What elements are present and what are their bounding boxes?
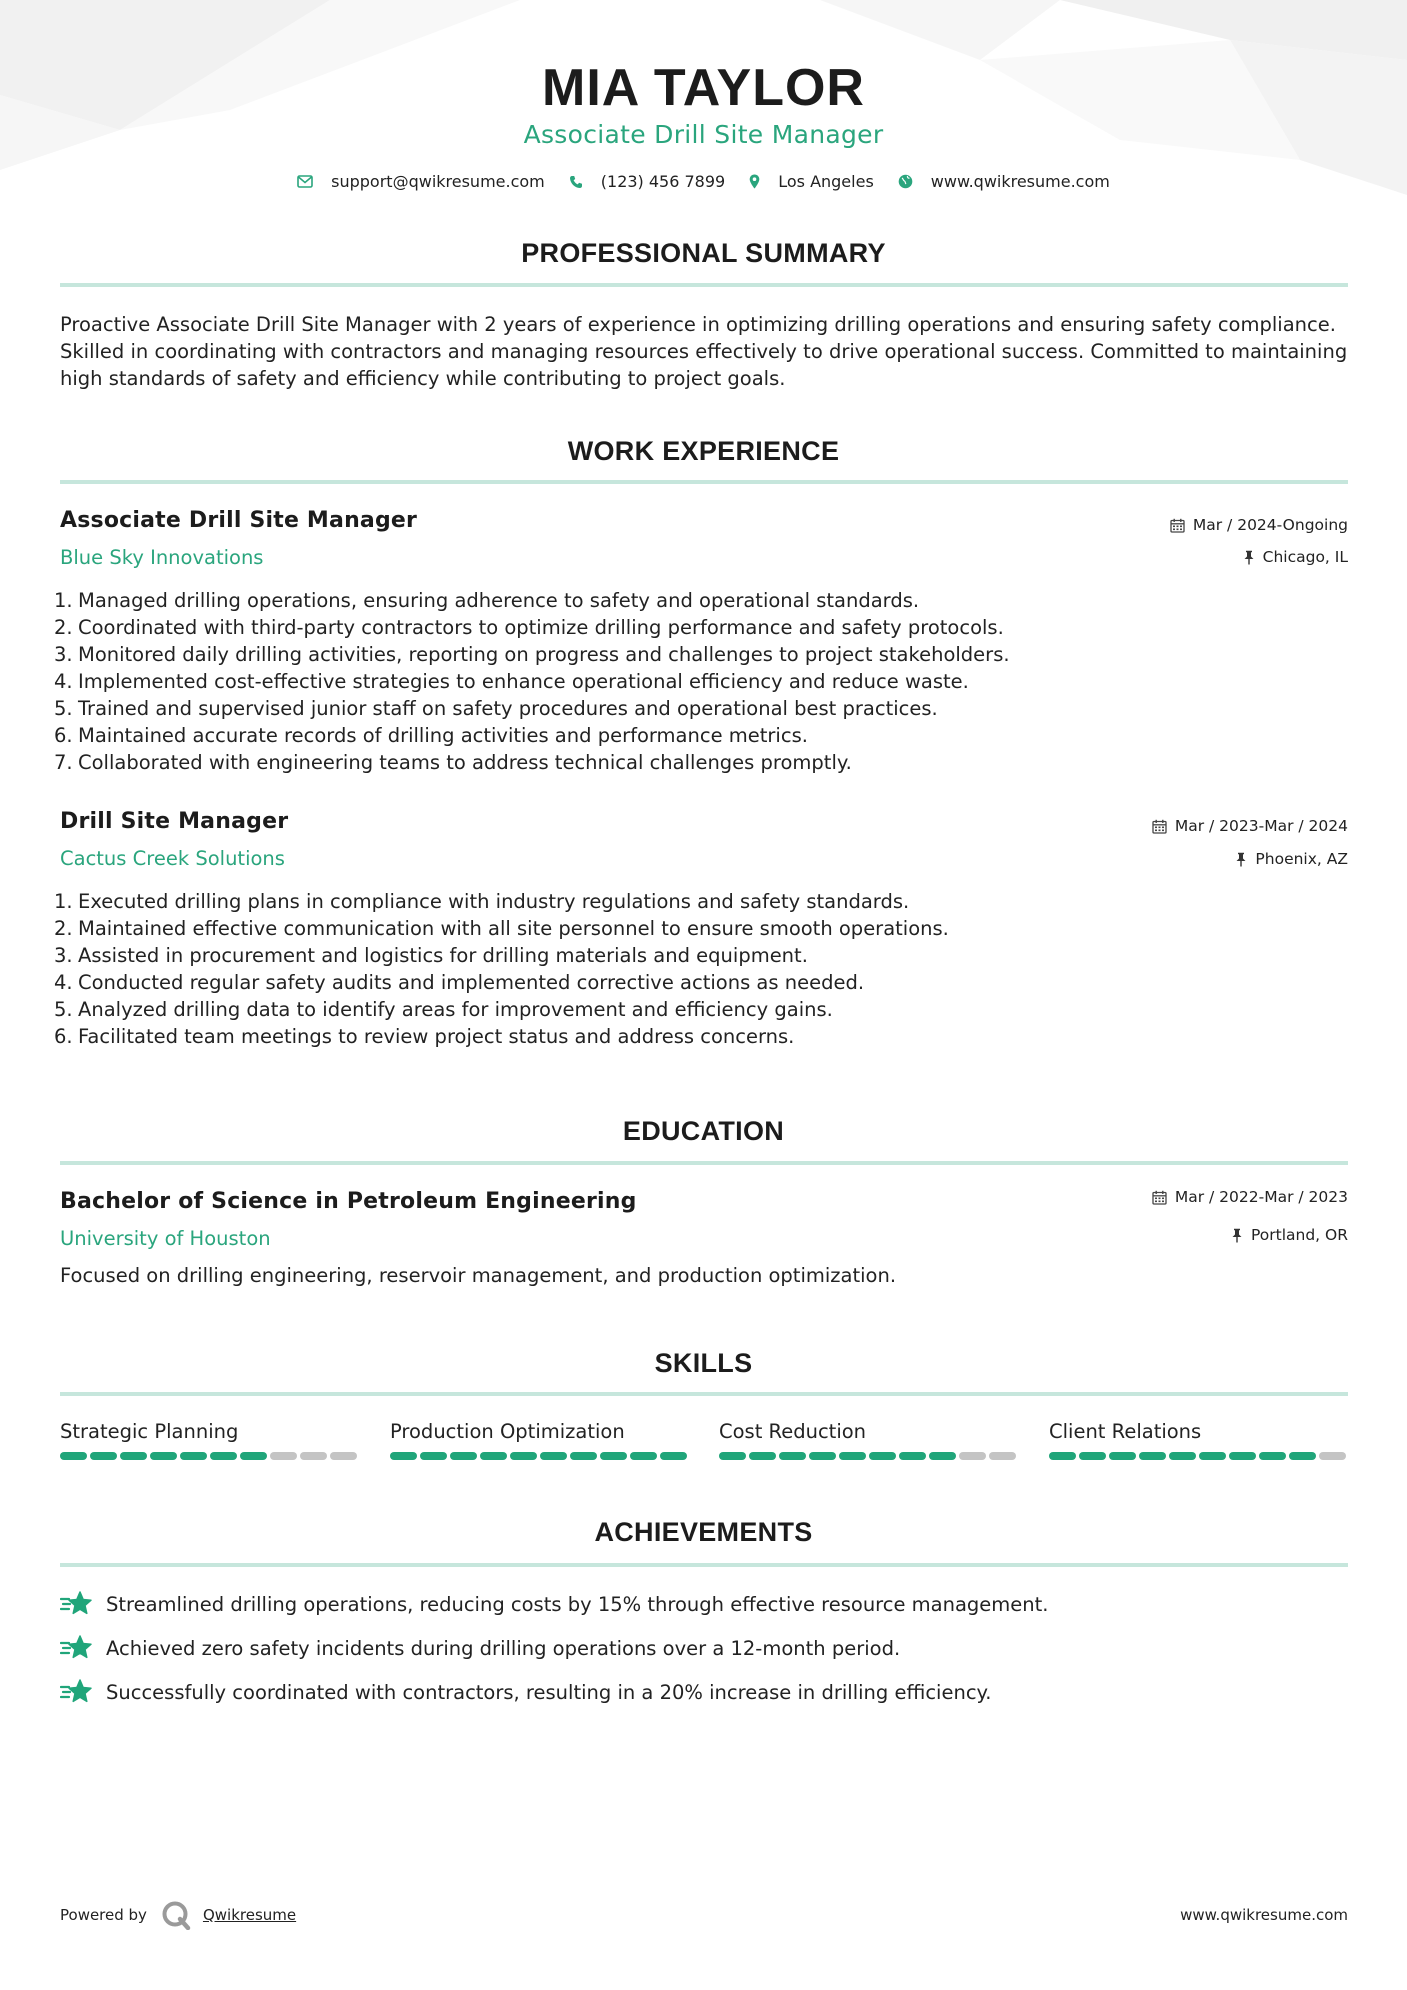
calendar-icon	[1152, 1190, 1167, 1205]
calendar-icon	[1170, 518, 1185, 533]
pushpin-icon	[1231, 1228, 1243, 1243]
education-description: Focused on drilling engineering, reservoir management, and production optimization.	[60, 1264, 897, 1287]
skill-item	[390, 1420, 690, 1460]
calendar-icon	[1152, 819, 1167, 834]
skill-label: Production Optimization	[390, 1420, 625, 1443]
contact-website[interactable]	[898, 172, 1110, 191]
skill-item	[1049, 1420, 1349, 1460]
globe-icon	[898, 174, 913, 189]
skill-level-bar	[1049, 1452, 1349, 1460]
qwikresume-logo-icon	[161, 1900, 191, 1930]
powered-by-label: Powered by	[60, 1906, 147, 1924]
job-dates-text: Mar / 2023-Mar / 2024	[1174, 817, 1348, 835]
powered-by	[60, 1900, 296, 1930]
education-heading: EDUCATION	[622, 1116, 785, 1146]
candidate-name: MIA TAYLOR	[542, 59, 865, 117]
school-name: University of Houston	[60, 1227, 271, 1250]
skill-label: Cost Reduction	[719, 1420, 867, 1443]
skill-segment-filled	[1109, 1452, 1136, 1460]
section-divider	[60, 283, 1348, 287]
job-dates	[1152, 817, 1348, 835]
pushpin-icon	[1235, 852, 1247, 867]
skill-segment-filled	[749, 1452, 776, 1460]
list-item: 4. Implemented cost-effective strategies to enhance operational efficiency and reduce waste.	[54, 670, 969, 693]
skill-segment-filled	[510, 1452, 537, 1460]
summary-text: Proactive Associate Drill Site Manager with 2 years of experience in optimizing drilling operations and ensuring safety compliance. Skilled in coordinating with contractors and managing resources effectively to drive operational success. Committed to maintaining high standards of safety and efficiency while contributing to project goals.	[60, 313, 1348, 390]
skill-segment-empty	[1319, 1452, 1346, 1460]
degree-title: Bachelor of Science in Petroleum Engineering	[60, 1189, 637, 1214]
skill-segment-filled	[1259, 1452, 1286, 1460]
job-dates-text: Mar / 2024-Ongoing	[1192, 516, 1348, 534]
skill-segment-filled	[120, 1452, 147, 1460]
skill-segment-filled	[839, 1452, 866, 1460]
job-bullets	[54, 587, 1344, 776]
skill-segment-empty	[330, 1452, 357, 1460]
section-divider	[60, 1161, 1348, 1165]
summary-heading: PROFESSIONAL SUMMARY	[521, 238, 886, 268]
job-company: Cactus Creek Solutions	[60, 847, 285, 870]
list-item: 3. Monitored daily drilling activities, reporting on progress and challenges to project stakeholders.	[54, 643, 1010, 666]
skill-segment-filled	[600, 1452, 627, 1460]
list-item: 6. Facilitated team meetings to review project status and address concerns.	[54, 1025, 795, 1048]
list-item: 2. Coordinated with third-party contractors to optimize drilling performance and safety protocols.	[54, 616, 1004, 639]
skill-segment-filled	[540, 1452, 567, 1460]
skill-segment-filled	[779, 1452, 806, 1460]
skill-segment-filled	[240, 1452, 267, 1460]
achievement-item	[60, 1679, 992, 1705]
section-divider	[60, 480, 1348, 484]
skill-label: Client Relations	[1049, 1420, 1202, 1443]
skill-segment-filled	[570, 1452, 597, 1460]
achievement-item	[60, 1635, 900, 1661]
contact-bar	[0, 172, 1407, 191]
skills-heading: SKILLS	[654, 1348, 753, 1378]
star-icon	[60, 1591, 92, 1617]
pushpin-icon	[1243, 550, 1255, 565]
location-text: Los Angeles	[778, 172, 874, 191]
section-divider	[60, 1563, 1348, 1567]
skill-segment-filled	[150, 1452, 177, 1460]
list-item: 2. Maintained effective communication with all site personnel to ensure smooth operations.	[54, 917, 949, 940]
skill-segment-empty	[270, 1452, 297, 1460]
skill-segment-filled	[899, 1452, 926, 1460]
list-item: 3. Assisted in procurement and logistics for drilling materials and equipment.	[54, 944, 808, 967]
star-icon	[60, 1679, 92, 1705]
list-item: 5. Trained and supervised junior staff on safety procedures and operational best practices.	[54, 697, 938, 720]
skill-segment-filled	[60, 1452, 87, 1460]
phone-text: (123) 456 7899	[600, 172, 726, 191]
skill-label: Strategic Planning	[60, 1420, 239, 1443]
list-item: 1. Managed drilling operations, ensuring adherence to safety and operational standards.	[54, 589, 920, 612]
skill-segment-filled	[420, 1452, 447, 1460]
skill-segment-filled	[1169, 1452, 1196, 1460]
skill-segment-filled	[90, 1452, 117, 1460]
job-location	[1243, 548, 1348, 566]
candidate-role: Associate Drill Site Manager	[523, 120, 884, 149]
star-icon	[60, 1635, 92, 1661]
job-dates	[1170, 516, 1348, 534]
education-location	[1231, 1226, 1348, 1244]
skill-segment-filled	[630, 1452, 657, 1460]
list-item: 7. Collaborated with engineering teams to address technical challenges promptly.	[54, 751, 852, 774]
skill-item	[719, 1420, 1019, 1460]
skill-segment-filled	[450, 1452, 477, 1460]
job-bullets	[54, 888, 1344, 1050]
education-location-text: Portland, OR	[1250, 1226, 1348, 1244]
job-title: Drill Site Manager	[60, 809, 289, 834]
skill-segment-filled	[1049, 1452, 1076, 1460]
achievements-heading: ACHIEVEMENTS	[594, 1517, 813, 1547]
contact-email[interactable]	[297, 172, 545, 191]
achievement-text: Streamlined drilling operations, reducing costs by 15% through effective resource management.	[106, 1592, 1049, 1616]
skill-segment-filled	[210, 1452, 237, 1460]
skill-segment-empty	[989, 1452, 1016, 1460]
skill-segment-filled	[1289, 1452, 1316, 1460]
skill-segment-empty	[300, 1452, 327, 1460]
skill-segment-filled	[1139, 1452, 1166, 1460]
skill-segment-empty	[959, 1452, 986, 1460]
skill-segment-filled	[660, 1452, 687, 1460]
skill-segment-filled	[809, 1452, 836, 1460]
skill-segment-filled	[1229, 1452, 1256, 1460]
education-dates-text: Mar / 2022-Mar / 2023	[1174, 1188, 1348, 1206]
skill-segment-filled	[1079, 1452, 1106, 1460]
phone-icon	[569, 175, 583, 189]
qwikresume-link[interactable]: Qwikresume	[202, 1906, 297, 1924]
education-dates	[1152, 1188, 1348, 1206]
website-text: www.qwikresume.com	[930, 172, 1110, 191]
contact-phone[interactable]	[569, 172, 725, 191]
experience-heading: WORK EXPERIENCE	[567, 436, 840, 466]
skill-item	[60, 1420, 360, 1460]
list-item: 5. Analyzed drilling data to identify areas for improvement and efficiency gains.	[54, 998, 833, 1021]
skill-segment-filled	[480, 1452, 507, 1460]
list-item: 4. Conducted regular safety audits and implemented corrective actions as needed.	[54, 971, 865, 994]
job-location	[1235, 850, 1348, 868]
job-location-text: Phoenix, AZ	[1255, 850, 1348, 868]
job-location-text: Chicago, IL	[1262, 548, 1348, 566]
skill-segment-filled	[390, 1452, 417, 1460]
skill-level-bar	[60, 1452, 360, 1460]
achievement-text: Successfully coordinated with contractors, resulting in a 20% increase in drilling efficiency.	[106, 1680, 992, 1704]
footer-website[interactable]: www.qwikresume.com	[1180, 1906, 1348, 1924]
contact-location	[749, 172, 874, 191]
section-divider	[60, 1392, 1348, 1396]
map-pin-icon	[749, 174, 760, 189]
skill-segment-filled	[180, 1452, 207, 1460]
list-item: 1. Executed drilling plans in compliance with industry regulations and safety standards.	[54, 890, 910, 913]
list-item: 6. Maintained accurate records of drilling activities and performance metrics.	[54, 724, 808, 747]
envelope-icon	[297, 175, 313, 188]
skill-segment-filled	[1199, 1452, 1226, 1460]
email-text: support@qwikresume.com	[331, 172, 545, 191]
job-company: Blue Sky Innovations	[60, 546, 264, 569]
skill-segment-filled	[869, 1452, 896, 1460]
job-title: Associate Drill Site Manager	[60, 508, 418, 533]
achievement-item	[60, 1591, 1049, 1617]
skill-segment-filled	[719, 1452, 746, 1460]
skill-level-bar	[390, 1452, 690, 1460]
skill-segment-filled	[929, 1452, 956, 1460]
skill-level-bar	[719, 1452, 1019, 1460]
achievement-text: Achieved zero safety incidents during drilling operations over a 12-month period.	[106, 1636, 901, 1660]
